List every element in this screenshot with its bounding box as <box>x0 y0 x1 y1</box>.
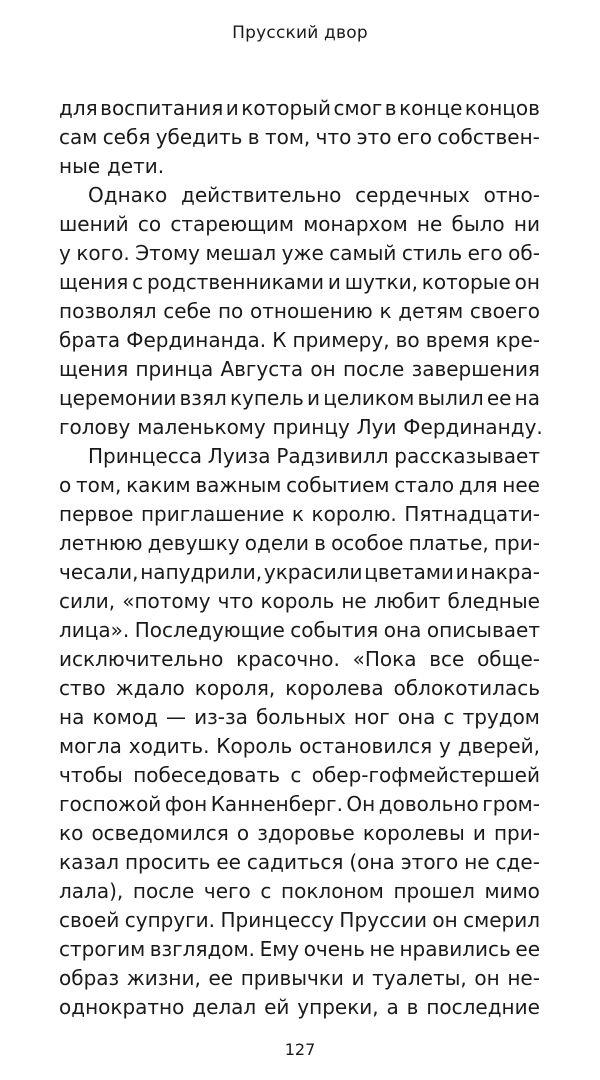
text-line: сили, «потому что король не любит бледные <box>59 589 540 613</box>
body-text <box>59 94 543 1022</box>
text-line: госпожой фон Канненберг. Он довольно гром- <box>59 792 540 816</box>
text-line: ство ждало короля, королева облокотилась <box>59 676 540 700</box>
text-line: сам себя убедить в том, что это его собствен- <box>59 125 540 149</box>
text-line: лала), после чего с поклоном прошел мимо <box>59 879 540 903</box>
text-line: позволял себе по отношению к детям своего <box>59 299 540 323</box>
text-line: первое приглашение к королю. Пятнадцати- <box>59 502 540 526</box>
text-line: ные дети. <box>59 154 165 178</box>
text-line: лица». Последующие события она описывает <box>59 618 540 642</box>
text-line: однократно делал ей упреки, а в последние <box>59 995 540 1019</box>
text-line: церемонии взял купель и целиком вылил ее на <box>59 386 540 410</box>
text-line: исключительно красочно. «Пока все обще- <box>59 647 540 671</box>
running-header: Прусский двор <box>232 23 368 43</box>
text-line: строгим взглядом. Ему очень не нравились ее <box>59 937 540 961</box>
text-line: Принцесса Луиза Радзивилл рассказывает <box>88 444 540 468</box>
text-line: летнюю девушку одели в особое платье, при- <box>59 531 540 555</box>
text-line: Однако действительно сердечных отно- <box>88 183 540 207</box>
text-line: чесали, напудрили, украсили цветами и накра- <box>59 560 540 584</box>
text-line: у кого. Этому мешал уже самый стиль его об- <box>59 241 540 265</box>
text-line: образ жизни, ее привычки и туалеты, он не- <box>59 966 540 990</box>
text-line: шений со стареющим монархом не было ни <box>59 212 540 236</box>
text-line: о том, каким важным событием стало для нее <box>59 473 540 497</box>
text-line: голову маленькому принцу Луи Фердинанду. <box>59 415 543 439</box>
text-line: на комод — из-за больных ног она с трудом <box>59 705 540 729</box>
text-line: своей супруги. Принцессу Пруссии он смерил <box>59 908 540 932</box>
text-line: щения принца Августа он после завершения <box>59 357 540 381</box>
text-line: брата Фердинанда. К примеру, во время кре- <box>59 328 540 352</box>
text-line: казал просить ее садиться (она этого не сде- <box>59 850 540 874</box>
text-line: ко осведомился о здоровье королевы и при- <box>59 821 540 845</box>
text-line: чтобы побеседовать с обер-гофмейстершей <box>59 763 540 787</box>
page-number: 127 <box>284 1040 316 1059</box>
text-line: щения с родственниками и шутки, которые он <box>59 270 540 294</box>
text-line: могла ходить. Король остановился у дверей, <box>59 734 540 758</box>
text-line: для воспитания и который смог в конце концов <box>59 96 540 120</box>
